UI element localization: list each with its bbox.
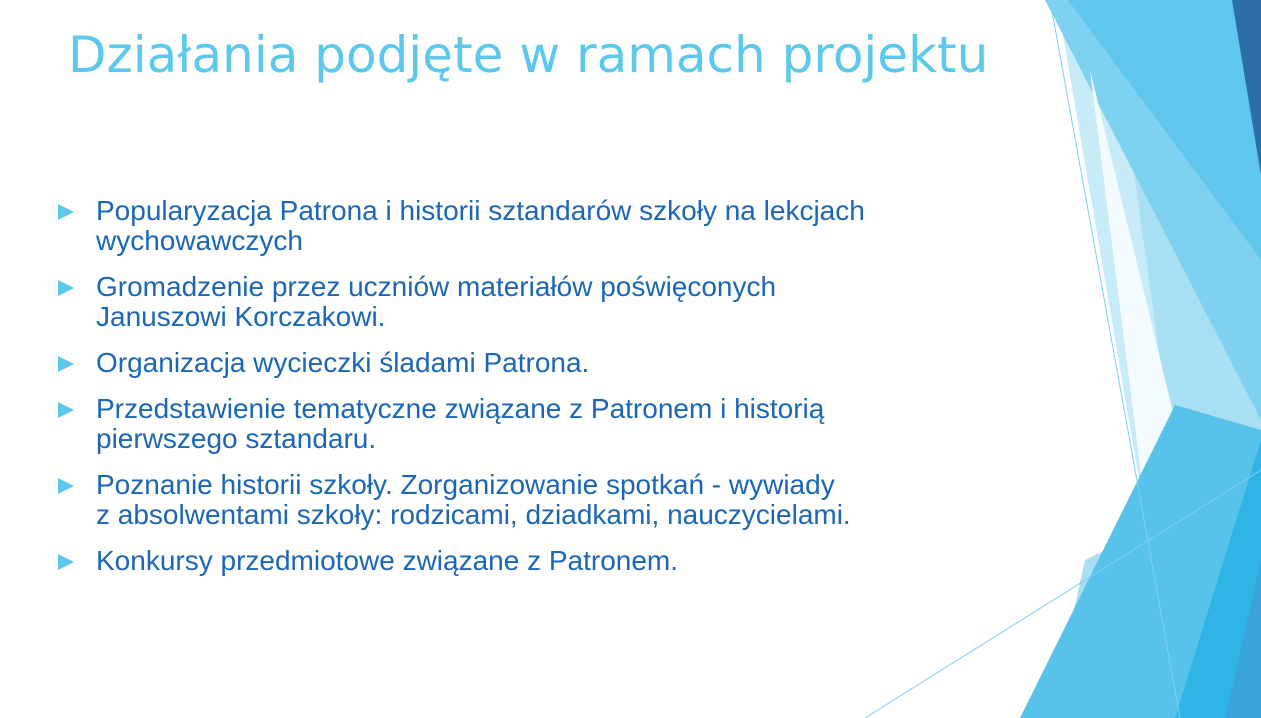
triangle-bullet-icon xyxy=(58,554,74,570)
bullet-text: Poznanie historii szkoły. Zorganizowanie spotkań - wywiady z absolwentami szkoły: rodzicami, dziadkami, nauczycielami. xyxy=(96,469,851,530)
bullet-item xyxy=(54,272,1014,332)
triangle-bullet-icon xyxy=(58,204,74,220)
bullet-text: Popularyzacja Patrona i historii sztandarów szkoły na lekcjach wychowawczych xyxy=(96,195,865,256)
triangle-bullet-icon xyxy=(58,402,74,418)
slide-title: Działania podjęte w ramach projektu xyxy=(68,26,989,84)
bullet-text: Organizacja wycieczki śladami Patrona. xyxy=(96,347,590,378)
bullet-text: Konkursy przedmiotowe związane z Patronem. xyxy=(96,545,679,576)
bullet-list xyxy=(54,196,1014,592)
triangle-bullet-icon xyxy=(58,356,74,372)
bullet-item xyxy=(54,546,1014,576)
triangle-bullet-icon xyxy=(58,280,74,296)
bullet-item xyxy=(54,470,1014,530)
bullet-text: Przedstawienie tematyczne związane z Patronem i historią pierwszego sztandaru. xyxy=(96,393,825,454)
bullet-item xyxy=(54,196,1014,256)
bullet-item xyxy=(54,348,1014,378)
bullet-item xyxy=(54,394,1014,454)
triangle-bullet-icon xyxy=(58,478,74,494)
bullet-text: Gromadzenie przez uczniów materiałów poświęconych Januszowi Korczakowi. xyxy=(96,271,777,332)
